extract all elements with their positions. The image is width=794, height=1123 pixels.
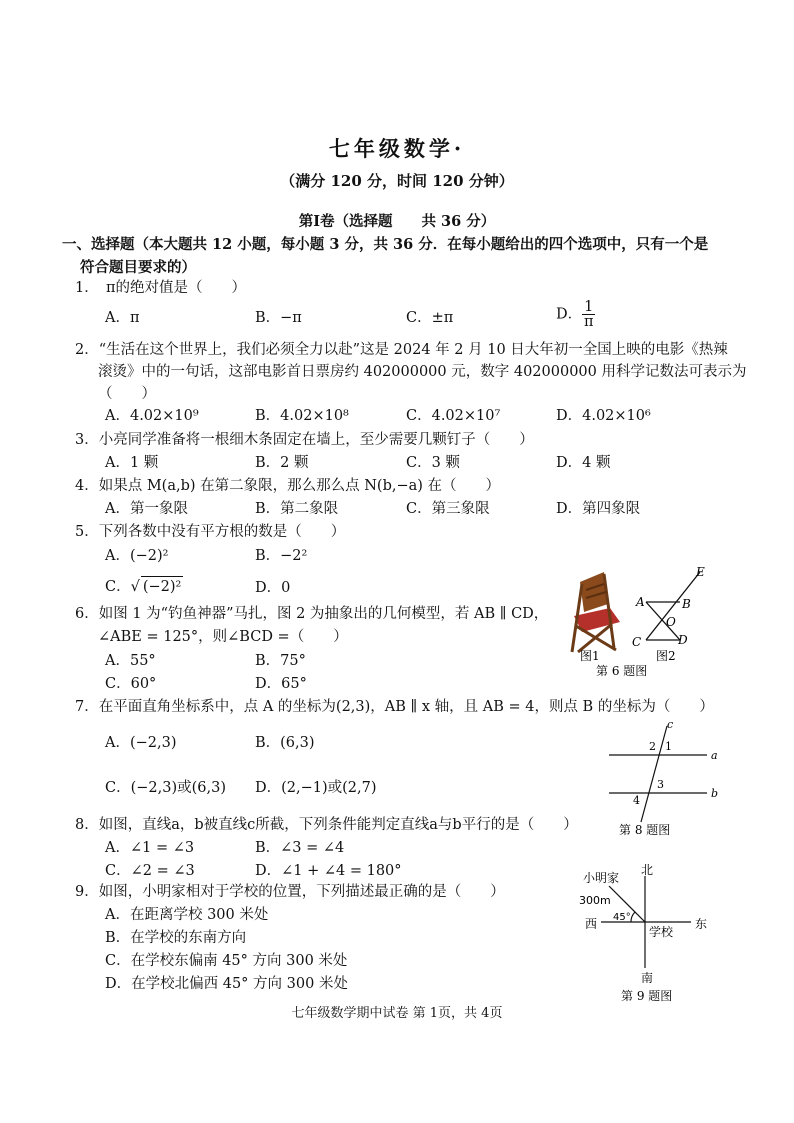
q5-option-b: B．−2²	[255, 548, 308, 564]
q6-option-a: A．55°	[105, 653, 156, 669]
line-label-c: c	[667, 718, 674, 731]
q7-option-a: A．(−2,3)	[105, 735, 177, 751]
q2-line-3: （ ）	[98, 386, 156, 402]
q9-figure	[575, 860, 715, 1005]
q8-option-b: B．∠3 = ∠4	[255, 840, 345, 856]
angle-45-label: 45°	[613, 912, 631, 923]
q1-option-c: C．±π	[406, 310, 454, 326]
exam-title: 七年级数学·	[328, 136, 466, 161]
point-label-o: O	[666, 615, 676, 629]
q7-option-c: C．(−2,3)或(6,3)	[105, 780, 226, 796]
page-footer: 七年级数学期中试卷 第 1页，共 4页	[291, 1006, 503, 1021]
q1-option-b: B．−π	[255, 310, 302, 326]
volume-heading: 第Ⅰ卷（选择题 共 36 分）	[298, 213, 496, 230]
radical-sign: √	[130, 579, 140, 595]
q5-option-c	[105, 576, 183, 597]
angle-label-4: 4	[633, 794, 640, 807]
point-label-c: C	[632, 635, 642, 649]
q3-option-a: A．1 颗	[105, 455, 159, 471]
section-line-1: 一、选择题（本大题共 12 小题，每小题 3 分，共 36 分．在每小题给出的四个选项中，只有一个是	[62, 236, 709, 253]
q8-option-d: D．∠1 + ∠4 = 180°	[255, 863, 402, 879]
point-label-b: B	[682, 597, 691, 611]
fig1-caption: 图1	[580, 649, 600, 663]
point-label-d: D	[678, 633, 688, 647]
q5-option-c-label: C．	[105, 579, 131, 595]
q6-option-d: D．65°	[255, 676, 307, 692]
q1-option-d-fraction	[582, 300, 595, 329]
q1-d-numerator: 1	[584, 299, 594, 315]
q2-line-2: 滚烫》中的一句话，这部电影首日票房约 402000000 元，数字 402000000 用科学记数法可表示为	[98, 364, 747, 380]
q8-stem: 8．如图，直线a，b被直线c所截，下列条件能判定直线a与b平行的是（ ）	[75, 817, 578, 833]
q7-option-d: D．(2,−1)或(2,7)	[255, 780, 377, 796]
q4-option-d: D．第四象限	[556, 501, 641, 517]
folding-chair-image	[572, 572, 620, 652]
q2-line-1: 2．“生活在这个世界上，我们必须全力以赴”这是 2024 年 2 月 10 日大年初一全国上映的电影《热辣	[75, 342, 728, 358]
q3-option-c: C．3 颗	[406, 455, 460, 471]
point-label-e: E	[696, 565, 705, 579]
line-label-b: b	[711, 787, 719, 800]
q1-option-a: A．π	[105, 310, 140, 326]
q9-figure-caption: 第 9 题图	[621, 989, 673, 1003]
point-label-a: A	[636, 595, 645, 609]
exam-subtitle: （满分 120 分，时间 120 分钟）	[280, 172, 514, 190]
q9-option-b: B．在学校的东南方向	[105, 930, 247, 946]
parallel-lines-diagram	[609, 726, 707, 822]
q6-line-2: ∠ABE = 125°，则∠BCD =（ ）	[98, 629, 348, 645]
north-label: 北	[641, 863, 654, 877]
section-line-2: 符合题目要求的）	[80, 259, 196, 276]
home-label: 小明家	[583, 871, 620, 885]
q3-option-b: B．2 颗	[255, 455, 309, 471]
angle-label-3: 3	[657, 778, 664, 791]
line-label-a: a	[711, 749, 718, 762]
west-label: 西	[585, 917, 598, 931]
q5-option-d: D．0	[255, 580, 291, 596]
q4-option-b: B．第二象限	[255, 501, 339, 517]
q2-option-d: D．4.02×10⁶	[556, 408, 651, 424]
section-heading	[62, 233, 708, 279]
east-label: 东	[695, 917, 708, 931]
angle-label-2: 2	[649, 740, 656, 753]
q1-option-d	[556, 300, 595, 329]
q5-stem: 5．下列各数中没有平方根的数是（ ）	[75, 524, 346, 540]
q5-option-a: A．(−2)²	[105, 548, 169, 564]
q4-option-a: A．第一象限	[105, 501, 188, 517]
q2-option-b: B．4.02×10⁸	[255, 408, 349, 424]
q8-option-c: C．∠2 = ∠3	[105, 863, 195, 879]
q1-d-denominator: π	[583, 314, 594, 330]
q4-stem: 4．如果点 M(a,b) 在第二象限，那么那么点 N(b,−a) 在（ ）	[75, 478, 501, 494]
q8-figure-caption: 第 8 题图	[619, 823, 671, 837]
q6-figure-caption: 第 6 题图	[596, 664, 648, 678]
south-label: 南	[641, 971, 654, 985]
distance-label: 300m	[579, 894, 611, 907]
q6-option-b: B．75°	[255, 653, 306, 669]
geometry-model-diagram	[646, 572, 700, 640]
q9-option-d: D．在学校北偏西 45° 方向 300 米处	[105, 976, 348, 992]
q8-option-a: A．∠1 = ∠3	[105, 840, 195, 856]
angle-label-1: 1	[665, 740, 672, 753]
q2-option-c: C．4.02×10⁷	[406, 408, 501, 424]
q1-stem: 1． π的绝对值是（ ）	[75, 280, 247, 296]
q2-option-a: A．4.02×10⁹	[105, 408, 199, 424]
q3-stem: 3．小亮同学准备将一根细木条固定在墙上，至少需要几颗钉子（ ）	[75, 432, 534, 448]
q6-option-c: C．60°	[105, 676, 157, 692]
q8-figure	[605, 718, 725, 838]
q6-line-1: 6．如图 1 为“钓鱼神器”马扎，图 2 为抽象出的几何模型，若 AB ∥ CD，	[75, 606, 549, 622]
q4-option-c: C．第三象限	[406, 501, 490, 517]
q3-option-d: D．4 颗	[556, 455, 611, 471]
q6-figure	[560, 564, 720, 679]
q9-option-a: A．在距离学校 300 米处	[105, 907, 269, 923]
q9-stem: 9．如图，小明家相对于学校的位置，下列描述最正确的是（ ）	[75, 884, 505, 900]
q5-option-c-radicand: (−2)²	[141, 576, 184, 597]
q1-option-d-label: D．	[556, 306, 583, 323]
q9-option-c: C．在学校东偏南 45° 方向 300 米处	[105, 953, 348, 969]
q7-stem: 7．在平面直角坐标系中，点 A 的坐标为(2,3)，AB ∥ x 轴，且 AB = 4，则点 B 的坐标为（ ）	[75, 699, 714, 715]
fig2-caption: 图2	[656, 649, 676, 663]
school-label: 学校	[649, 925, 674, 939]
q7-option-b: B．(6,3)	[255, 735, 315, 751]
